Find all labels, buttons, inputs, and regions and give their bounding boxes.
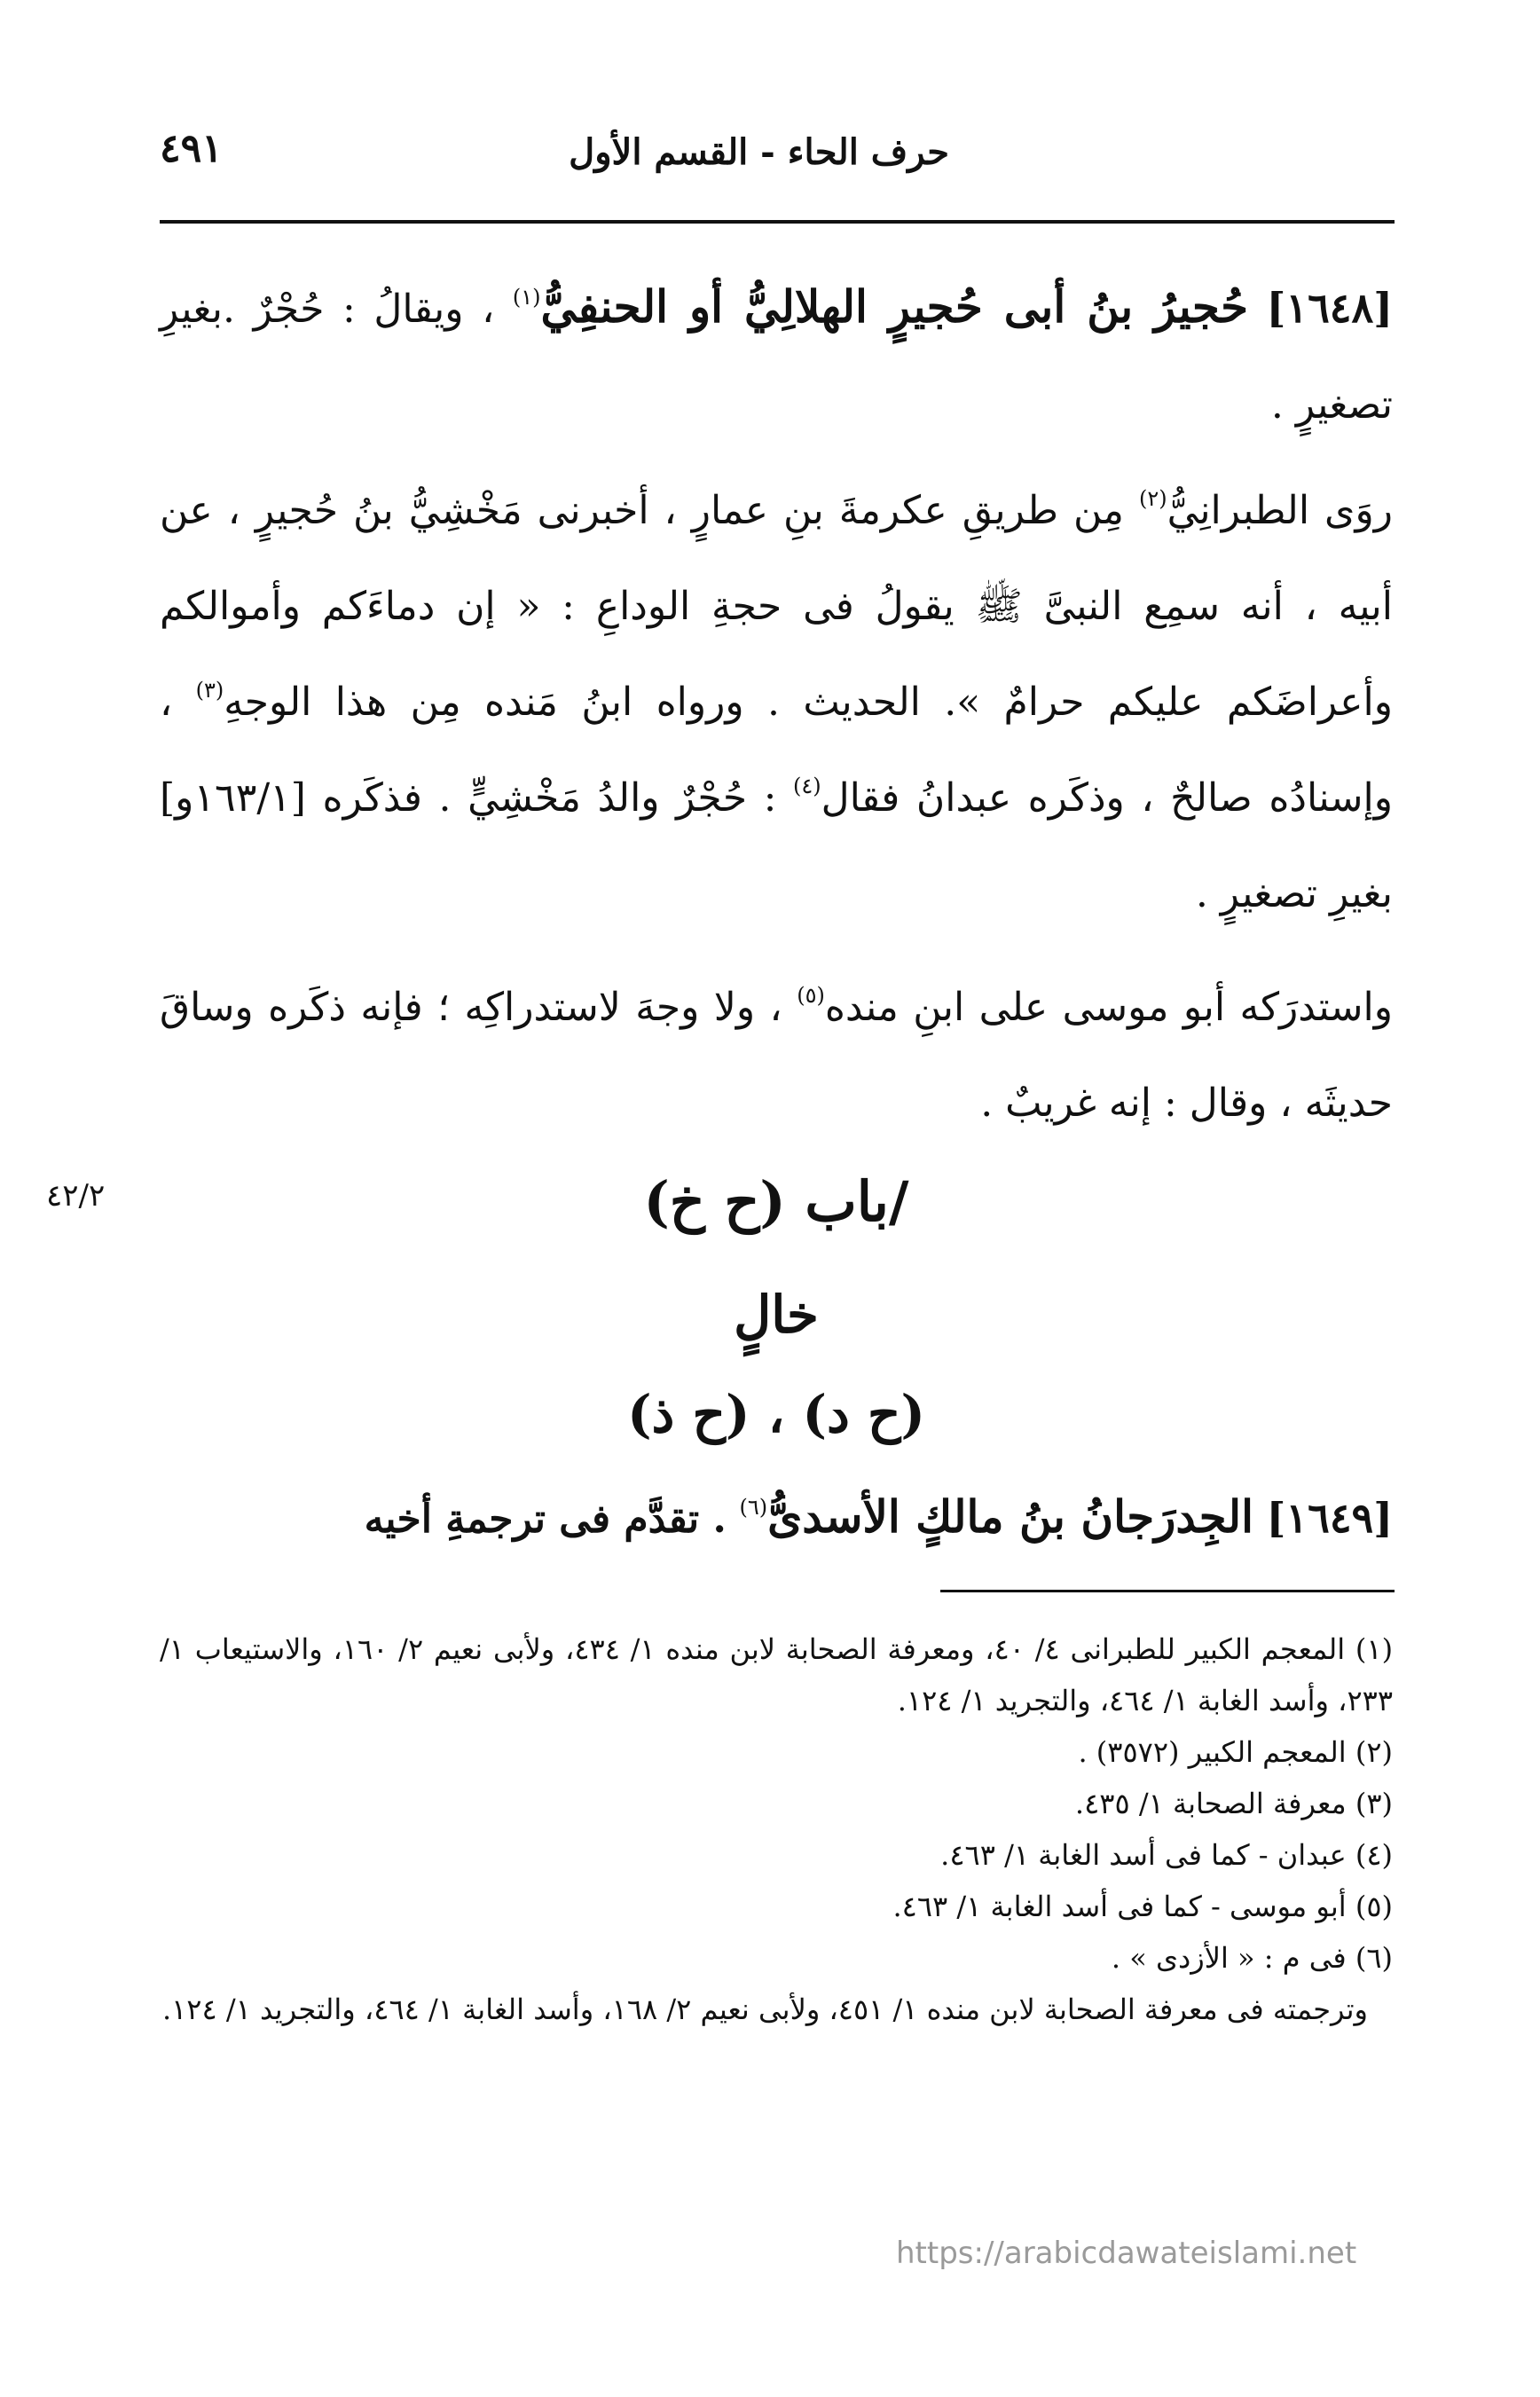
running-header bbox=[160, 124, 1393, 195]
running-title: حرف الحاء - القسم الأول bbox=[569, 131, 949, 173]
narration-text-a: روَى الطبرانِيُّ bbox=[1167, 488, 1393, 533]
footnote-3: (٣) معرفة الصحابة ١/ ٤٣٥. bbox=[1074, 1787, 1393, 1820]
entry-variant-text: ، ويقالُ : حُجْرٌ .بغيرِ تصغيرٍ . bbox=[160, 287, 1393, 428]
chapter-heading: /باب (ح خ) bbox=[643, 1169, 909, 1234]
margin-reference: ٤٢/٢ bbox=[46, 1178, 106, 1214]
narration-text-d: : حُجْرٌ والدُ مَخْشِيٍّ . فذكَره [١٦٣/١و] بغيرِ تصغيرٍ . bbox=[160, 775, 1393, 916]
entry-1648-narration bbox=[160, 463, 1393, 942]
footnote-ref-2[interactable]: (٢) bbox=[1139, 486, 1167, 511]
entry-name: حُجيرُ بنُ أبى حُجيرٍ الهلالِيُّ أو الحنفِيُّ bbox=[540, 280, 1249, 333]
section-empty-marker: خالٍ bbox=[734, 1285, 819, 1345]
source-watermark: https://arabicdawateislami.net bbox=[896, 2236, 1357, 2271]
footnote-6-continuation: وترجمته فى معرفة الصحابة لابن منده ١/ ٤٥١، ولأبى نعيم ٢/ ١٦٨، وأسد الغابة ١/ ٤٦٤، والتجريد ١/ ١٢٤. bbox=[161, 1992, 1368, 2026]
footnote-6: (٦) فى م : « الأزدى » . bbox=[1111, 1941, 1393, 1975]
footnote-4: (٤) عبدان - كما فى أسد الغابة ١/ ٤٦٣. bbox=[940, 1838, 1393, 1872]
sub-chapter-heading: (ح د) ، (ح ذ) bbox=[627, 1384, 925, 1444]
footnote-ref-6[interactable]: (٦) bbox=[739, 1495, 768, 1520]
entry-number: [١٦٤٨] bbox=[1266, 284, 1393, 332]
note-text-a: واستدرَكه أبو موسى على ابنِ منده bbox=[824, 985, 1393, 1030]
narration-text-b: مِن طريقِ عكرمةَ بنِ عمارٍ ، أخبرنى مَخْشِيُّ بنُ حُجيرٍ ، عن أبيه ، أنه سمِع النبىَّ ﷺ يقولُ فى حجةِ الوداعِ : « إن دماءَكم وأموالكم وأعراضَكم عليكم حرامٌ ». الحديث . ورواه ابنُ مَنده مِن هذا الوجهِ bbox=[160, 488, 1393, 725]
entry-name: الجِدرَجانُ بنُ مالكٍ الأسدىُّ bbox=[767, 1490, 1254, 1543]
footnote-ref-3[interactable]: (٣) bbox=[195, 678, 224, 703]
header-rule bbox=[160, 220, 1395, 224]
entry-1648-note bbox=[160, 960, 1393, 1151]
footnote-2: (٢) المعجم الكبير (٣٥٧٢) . bbox=[1078, 1735, 1393, 1769]
entry-1648-heading bbox=[160, 259, 1393, 453]
footnote-ref-1[interactable]: (١) bbox=[512, 285, 541, 310]
entry-number: [١٦٤٩] bbox=[1266, 1494, 1393, 1542]
narration-text-c: ، وإسنادُه صالحٌ ، وذكَره عبدانُ فقال bbox=[160, 680, 1393, 821]
page-number: ٤٩١ bbox=[160, 126, 223, 171]
footnotes bbox=[160, 1623, 1393, 2035]
entry-1649 bbox=[160, 1473, 1393, 1564]
footnote-ref-5[interactable]: (٥) bbox=[797, 983, 825, 1008]
entry-reference-text: . تقدَّم فى ترجمةِ أخيه bbox=[364, 1497, 727, 1542]
footnote-ref-4[interactable]: (٤) bbox=[793, 774, 821, 798]
footnote-1: (١) المعجم الكبير للطبرانى ٤/ ٤٠، ومعرفة الصحابة لابن منده ١/ ٤٣٤، ولأبى نعيم ٢/ ١٦٠، والاستيعاب ١/ ٢٣٣، وأسد الغابة ١/ ٤٦٤، والتجريد ١/ ١٢٤. bbox=[160, 1632, 1394, 1717]
note-text-b: ، ولا وجهَ لاستدراكِه ؛ فإنه ذكَره وساقَ حديثَه ، وقال : إنه غريبٌ . bbox=[160, 985, 1393, 1126]
footnote-separator bbox=[940, 1590, 1395, 1592]
footnote-5: (٥) أبو موسى - كما فى أسد الغابة ١/ ٤٦٣. bbox=[892, 1890, 1393, 1923]
